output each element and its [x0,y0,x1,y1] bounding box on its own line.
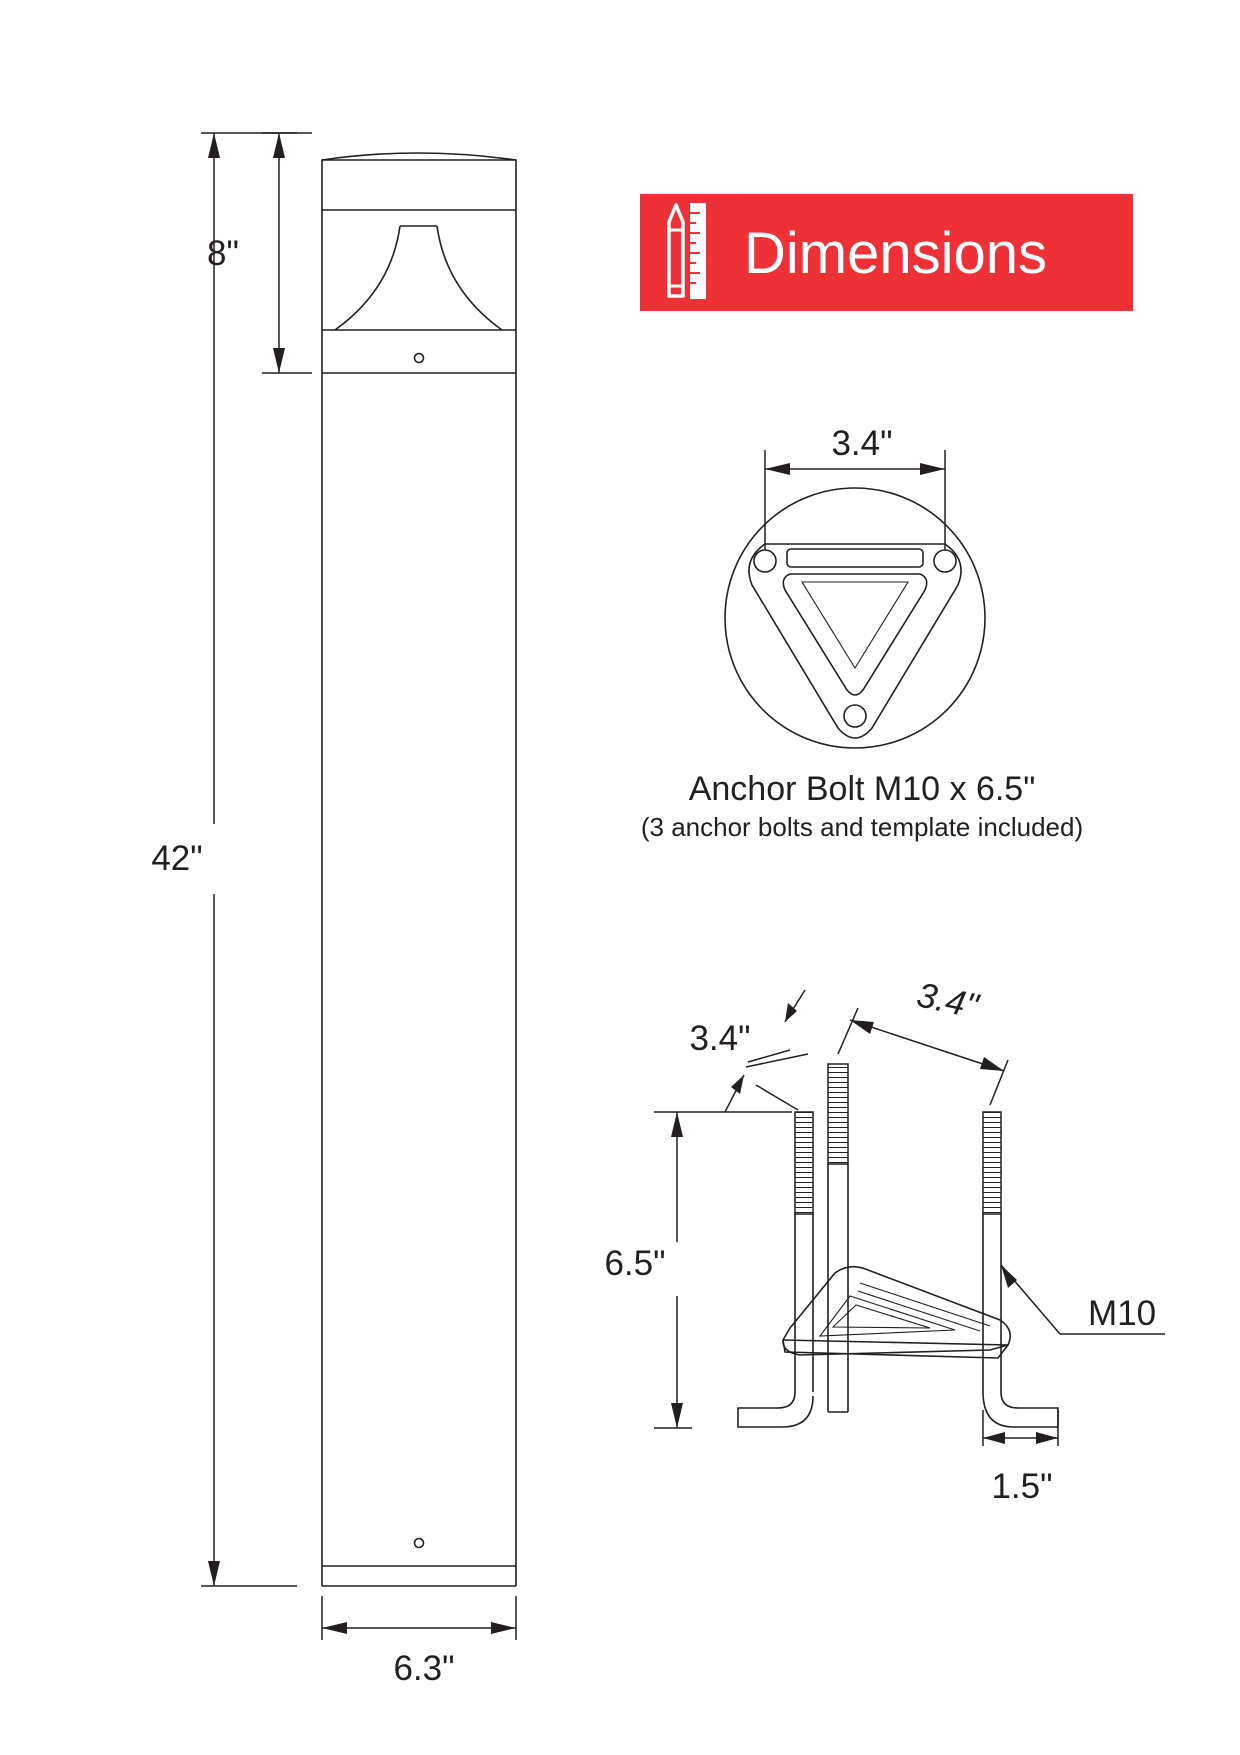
anchor-bolt-caption: Anchor Bolt M10 x 6.5" [688,770,1036,808]
anchor-bolt-note: (3 anchor bolts and template included) [640,812,1084,842]
banner-title: Dimensions [744,221,1047,286]
head-height-dimension [207,133,312,373]
bollard-cap [322,153,516,210]
width-dimension [322,1596,516,1688]
bolt-right [983,1112,1058,1427]
hook-length-dimension [983,1410,1058,1506]
reflector-right [437,226,502,330]
base-circle [725,488,985,748]
template-plate [749,544,961,738]
anchor-bolt-assembly [738,1064,1058,1427]
bolt-hole-bottom [844,705,866,727]
bolt-spacing-b-label: 3.4" [913,975,982,1027]
template-spacing-label: 3.4" [831,424,893,463]
bolt-left [738,1112,813,1427]
sensor-hole [415,354,424,363]
bolt-spacing-a-label: 3.4" [689,1019,751,1058]
bolt-spacing-b-dimension [838,975,1008,1105]
total-height-label: 42" [151,839,203,878]
head-height-label: 8" [207,234,239,273]
reflector-left [335,226,400,330]
bolt-hole-left [754,550,776,572]
thread-size-label: M10 [1087,1294,1157,1333]
bollard-elevation [322,153,516,1586]
anchor-template-plan [725,488,985,748]
bolt-length-dimension [604,1112,792,1428]
thread-size-callout [1001,1265,1165,1334]
bolt-length-label: 6.5" [604,1244,666,1283]
width-label: 6.3" [393,1649,455,1688]
bolt-spacing-a-dimension [689,990,808,1112]
dimensions-banner [640,194,1133,311]
bolt-rear [828,1064,848,1412]
access-screw [415,1539,424,1548]
template-spacing-dimension [765,424,945,550]
bolt-hole-right [934,550,956,572]
template-slot-top [787,549,923,567]
template-plate-iso [783,1267,1010,1358]
hook-length-label: 1.5" [991,1467,1053,1506]
